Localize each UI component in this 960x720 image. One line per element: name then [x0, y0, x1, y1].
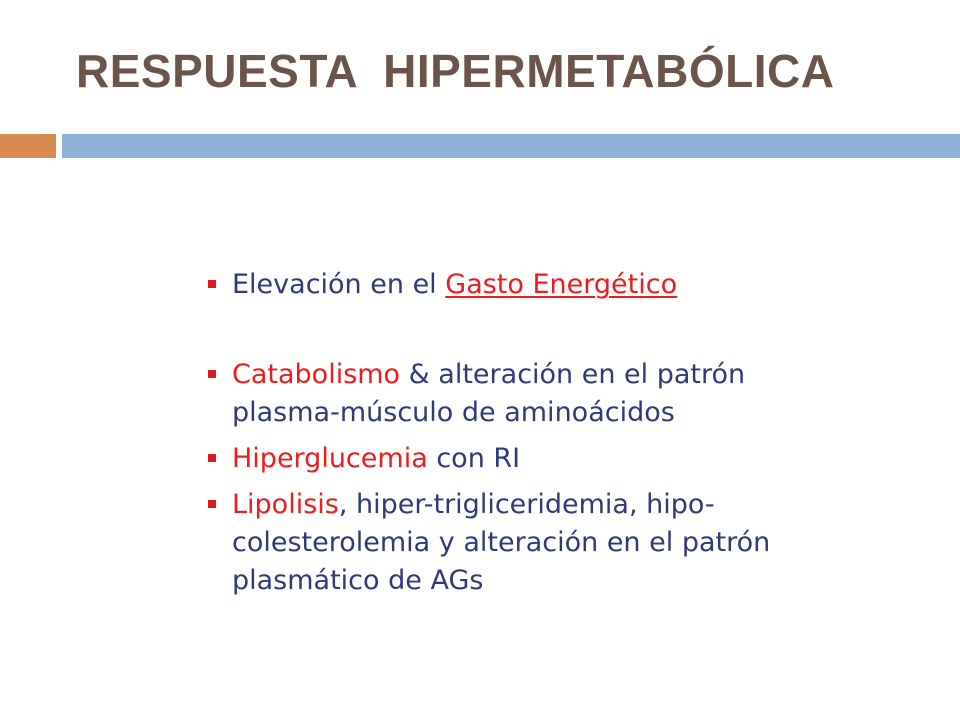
bullet-item-lipolisis	[206, 486, 846, 600]
square-bullet-icon	[208, 370, 216, 378]
slide-title: RESPUESTA HIPERMETABÓLICA	[76, 45, 835, 97]
bullet-highlight-lipolisis: Lipolisis	[232, 489, 339, 520]
bullet-highlight-catabolismo: Catabolismo	[232, 359, 401, 390]
bullet-item-catabolismo	[206, 356, 846, 432]
accent-bar-orange	[0, 134, 56, 158]
bullet-text: & alteración en el patrón plasma-músculo de aminoácidos	[232, 359, 746, 428]
bullet-item-hiperglucemia	[206, 440, 846, 478]
bullet-text: con RI	[427, 443, 521, 474]
square-bullet-icon	[208, 280, 216, 288]
square-bullet-icon	[208, 500, 216, 508]
accent-bar-blue	[62, 134, 960, 158]
bullet-highlight-hiperglucemia: Hiperglucemia	[232, 443, 428, 474]
bullet-link-gasto-energetico[interactable]: Gasto Energético	[445, 269, 678, 300]
bullet-text: Elevación en el	[232, 269, 446, 300]
bullet-text: , hiper-trigliceridemia, hipo-colesterolemia y alteración en el patrón plasmático de AGs	[232, 489, 771, 596]
bullet-list	[206, 266, 846, 600]
bullet-item-gasto-energetico	[206, 266, 846, 304]
square-bullet-icon	[208, 454, 216, 462]
